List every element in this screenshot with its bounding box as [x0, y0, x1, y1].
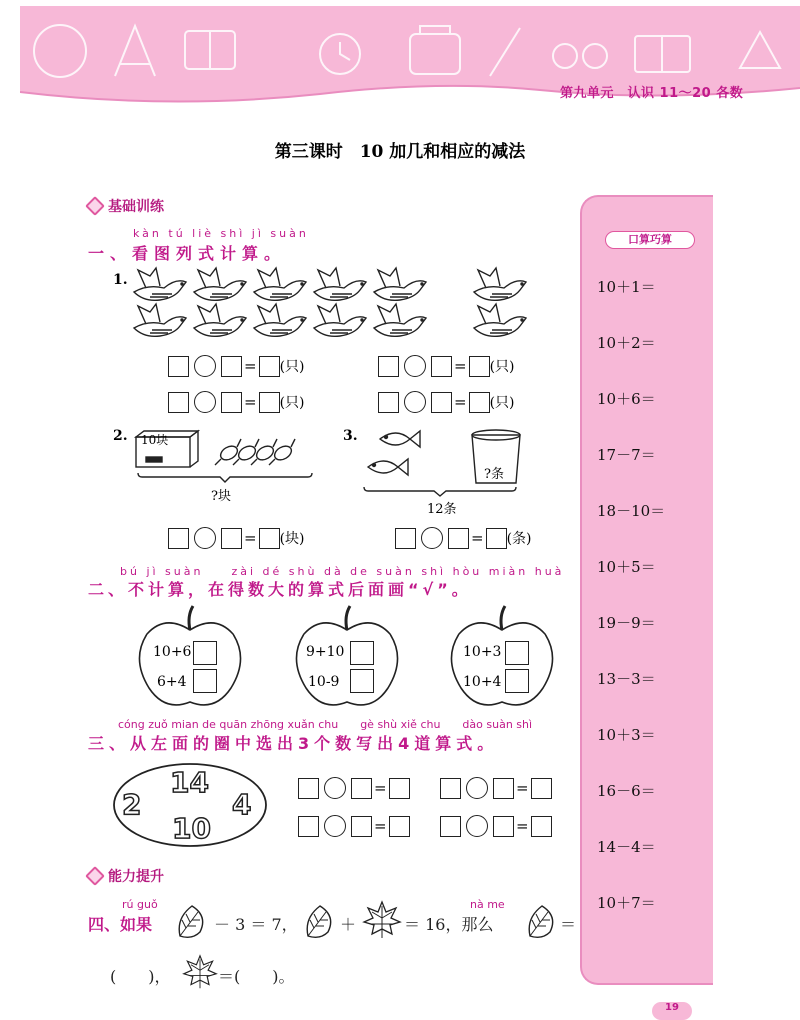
number-character: 2 [122, 788, 142, 821]
apple-3 [447, 604, 557, 714]
answer-box[interactable] [431, 356, 452, 377]
maple-leaf-icon [182, 954, 218, 990]
q4-part3: ＝ 16，那么 [404, 915, 494, 934]
check-box[interactable] [193, 641, 217, 665]
leaf-icon [174, 902, 208, 940]
check-box[interactable] [505, 669, 529, 693]
q1-part1-number: 1. [113, 272, 128, 288]
maple-leaf-icon [362, 900, 402, 940]
q4-part2: ＋ [340, 915, 357, 934]
answer-box[interactable] [259, 392, 280, 413]
answer-box[interactable] [298, 778, 319, 799]
apple-expression: 10+6 [153, 644, 192, 660]
answer-box[interactable] [469, 392, 490, 413]
section-ability-label: 能力提升 [108, 869, 164, 885]
apple-expression: 10+3 [463, 644, 502, 660]
sidebar-item: 18－10＝ [597, 502, 666, 520]
answer-box[interactable] [221, 356, 242, 377]
answer-box[interactable] [351, 816, 372, 837]
leaf-icon [524, 902, 558, 940]
section-ability-tag [88, 866, 164, 886]
unit-label: 第九单元 认识 11～20 各数 [560, 86, 744, 101]
sidebar-item: 14－4＝ [597, 838, 656, 856]
answer-box[interactable] [259, 356, 280, 377]
q1-title: 一、看图列式计算。 [88, 244, 287, 263]
number-oval [110, 760, 270, 850]
q1-answer-row-4: = (只) [378, 391, 515, 413]
box-label: 10块 [141, 433, 169, 447]
q4-prefix: 四、如果 [88, 915, 153, 934]
answer-box[interactable] [351, 778, 372, 799]
sidebar-item: 17－7＝ [597, 446, 656, 464]
sidebar-item: 10＋7＝ [597, 894, 656, 912]
unit-label: (只) [489, 395, 515, 411]
answer-box[interactable] [448, 528, 469, 549]
answer-box[interactable] [221, 528, 242, 549]
q3-answer-row-4: = [440, 815, 552, 837]
unit-label: (只) [279, 395, 305, 411]
q2-pinyin: bú jì suàn zài dé shù dà de suàn shì hòu miàn huà [120, 565, 565, 578]
q3-answer-row-3: = [298, 815, 410, 837]
operator-circle[interactable] [404, 355, 426, 377]
operator-circle[interactable] [404, 391, 426, 413]
answer-box[interactable] [469, 356, 490, 377]
geese-illustration [130, 262, 540, 347]
q1-part3-number: 3. [343, 428, 358, 444]
answer-box[interactable] [440, 778, 461, 799]
answer-box[interactable] [395, 528, 416, 549]
answer-box[interactable] [486, 528, 507, 549]
operator-circle[interactable] [324, 777, 346, 799]
diamond-icon [85, 196, 105, 216]
check-box[interactable] [193, 669, 217, 693]
operator-circle[interactable] [194, 355, 216, 377]
apple-expression: 6+4 [157, 674, 187, 690]
answer-box[interactable] [431, 392, 452, 413]
q4-part1: － 3 ＝ 7， [214, 915, 298, 934]
sidebar-item: 16－6＝ [597, 782, 656, 800]
answer-box[interactable] [168, 392, 189, 413]
q4-pinyin-if: rú guǒ [122, 898, 158, 911]
q3-title: 三、从左面的圈中选出3个数写出4道算式。 [88, 734, 499, 753]
q4-answer-blank-2[interactable]: ＝( )。 [218, 967, 295, 986]
unit-label: (块) [279, 531, 305, 547]
answer-box[interactable] [378, 356, 399, 377]
check-box[interactable] [350, 669, 374, 693]
total-label: ?块 [211, 489, 231, 504]
number-character: 10 [172, 812, 211, 845]
mental-math-sidebar [580, 195, 713, 985]
q4-part4: ＝ [560, 915, 577, 934]
q2-title: 二、不计算，在得数大的算式后面画“√”。 [88, 580, 472, 599]
operator-circle[interactable] [466, 777, 488, 799]
sidebar-item: 10＋1＝ [597, 278, 656, 296]
answer-box[interactable] [531, 778, 552, 799]
answer-box[interactable] [531, 816, 552, 837]
q3-pinyin: cóng zuǒ mian de quān zhōng xuǎn chu gè shù xiě chu dào suàn shì [118, 718, 533, 731]
answer-box[interactable] [389, 778, 410, 799]
sidebar-item: 10＋3＝ [597, 726, 656, 744]
number-character: 4 [232, 788, 252, 821]
total-label: 12条 [427, 502, 457, 517]
q1-part2-number: 2. [113, 428, 128, 444]
answer-box[interactable] [389, 816, 410, 837]
unit-label: (只) [279, 359, 305, 375]
answer-box[interactable] [493, 816, 514, 837]
bucket-label: ?条 [484, 467, 504, 482]
section-basic-label: 基础训练 [108, 199, 164, 215]
sidebar-item: 13－3＝ [597, 670, 656, 688]
operator-circle[interactable] [466, 815, 488, 837]
leaf-icon [302, 902, 336, 940]
unit-label: (只) [489, 359, 515, 375]
q3-answer-row-1: = [298, 777, 410, 799]
operator-circle[interactable] [421, 527, 443, 549]
q1-answer-row-1: = (只) [168, 355, 305, 377]
apple-expression: 10-9 [308, 674, 340, 690]
sidebar-item: 10＋2＝ [597, 334, 656, 352]
apple-2 [292, 604, 402, 714]
answer-box[interactable] [168, 528, 189, 549]
apple-1 [135, 604, 245, 714]
apple-expression: 9+10 [306, 644, 345, 660]
q1-pinyin: kàn tú liè shì jì suàn [133, 227, 309, 240]
number-character: 14 [170, 766, 209, 799]
page-number: 19 [652, 1002, 692, 1020]
q3-answer-row-2: = [440, 777, 552, 799]
answer-box[interactable] [440, 816, 461, 837]
q1-answer-row-2: = (只) [378, 355, 515, 377]
operator-circle[interactable] [194, 527, 216, 549]
diamond-icon [85, 866, 105, 886]
section-basic-tag [88, 196, 164, 216]
check-box[interactable] [350, 641, 374, 665]
sidebar-title: 口算巧算 [605, 231, 695, 249]
sidebar-item: 19－9＝ [597, 614, 656, 632]
answer-box[interactable] [221, 392, 242, 413]
check-box[interactable] [505, 641, 529, 665]
answer-box[interactable] [493, 778, 514, 799]
q1-answer-row-3: = (只) [168, 391, 305, 413]
operator-circle[interactable] [324, 815, 346, 837]
apple-expression: 10+4 [463, 674, 502, 690]
answer-box[interactable] [168, 356, 189, 377]
answer-box[interactable] [259, 528, 280, 549]
unit-label: (条) [506, 531, 532, 547]
sidebar-item: 10＋5＝ [597, 558, 656, 576]
operator-circle[interactable] [194, 391, 216, 413]
q4-pinyin-then: nà me [470, 898, 505, 911]
q1-answer-row-6: = (条) [395, 527, 532, 549]
answer-box[interactable] [378, 392, 399, 413]
answer-box[interactable] [298, 816, 319, 837]
q4-answer-blank-1[interactable]: ( )， [110, 967, 171, 986]
q1-answer-row-5: = (块) [168, 527, 305, 549]
lesson-title: 第三课时 10 加几和相应的减法 [274, 142, 526, 162]
sidebar-item: 10＋6＝ [597, 390, 656, 408]
